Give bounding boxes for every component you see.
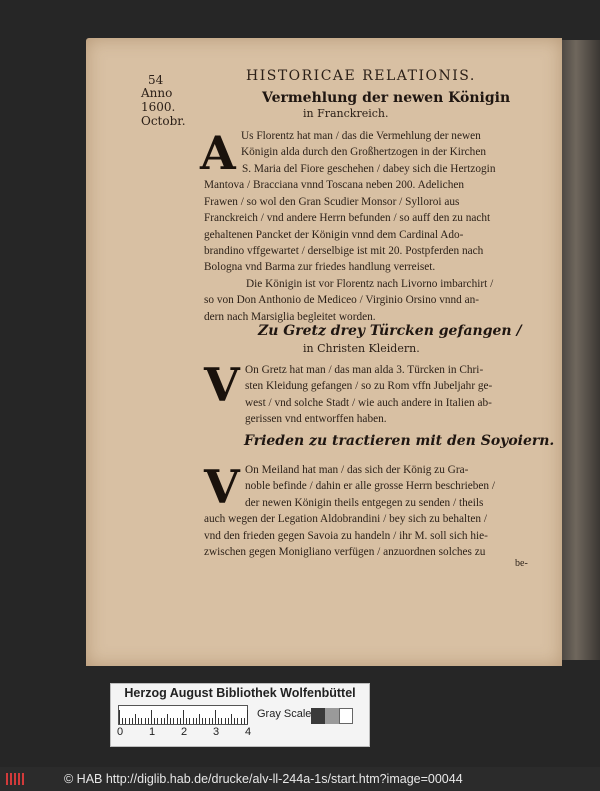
drop-cap: V: [204, 358, 240, 412]
ruler-tick: [209, 718, 210, 724]
ruler-tick: [170, 718, 171, 724]
ruler-tick: [157, 718, 158, 724]
margin-note-line: 1600.: [141, 100, 176, 114]
text-line: On Meiland hat man / das sich der König zu Gra-: [245, 464, 469, 476]
ruler-tick: [234, 718, 235, 724]
gray-swatch-mid: [325, 708, 339, 724]
ruler-tick: [164, 718, 165, 724]
ruler-tick: [161, 718, 162, 724]
ruler-tick: [122, 718, 123, 724]
ruler-tick: [138, 718, 139, 724]
ruler-label: 1: [149, 726, 156, 738]
text-line: vnd den frieden gegen Savoia zu handeln / ihr M. soll sich hie-: [204, 529, 488, 542]
footer-copyright-link[interactable]: © HAB http://diglib.hab.de/drucke/alv-ll-244a-1s/start.htm?image=00044: [64, 772, 463, 786]
section-heading: Vermehlung der newen Königin: [262, 90, 511, 106]
card-title: Herzog August Bibliothek Wolfenbüttel: [124, 686, 356, 700]
text-line: dern nach Marsiglia begleitet worden.: [204, 310, 376, 323]
ruler-tick: [237, 718, 238, 724]
text-line: Frawen / so wol den Gran Scudier Monsor / Sylloroi aus: [204, 195, 460, 208]
ruler-tick: [193, 718, 194, 724]
ruler-tick: [189, 718, 190, 724]
ruler-tick: [221, 718, 222, 724]
text-line: On Gretz hat man / das man alda 3. Türcken in Chri-: [245, 364, 484, 376]
page-number: 54: [148, 73, 164, 87]
text-line: S. Maria del Fiore geschehen / dabey sich die Hertzogin: [242, 163, 496, 175]
ruler-tick: [177, 718, 178, 724]
text-line: Die Königin ist vor Florentz nach Livorno imbarchirt /: [246, 277, 494, 290]
ruler-tick: [244, 718, 245, 724]
ruler: [118, 705, 248, 725]
section-subheading: in Franckreich.: [303, 107, 389, 120]
paragraph: [245, 362, 531, 428]
text-line: Bologna vnd Barma zur friedes handlung verreiset.: [204, 261, 436, 274]
ruler-tick: [132, 718, 133, 724]
margin-note-line: Anno: [141, 86, 173, 100]
ruler-tick: [129, 718, 130, 724]
text-line: west / vnd solche Stadt / wie auch andere in Italien ab-: [245, 396, 492, 409]
text-line: gerissen vnd entworffen haben.: [245, 413, 387, 426]
ruler-tick: [196, 718, 197, 724]
book-edge: [560, 40, 600, 660]
ruler-label: 2: [181, 726, 188, 738]
paragraph: [241, 128, 531, 161]
ruler-tick: [212, 718, 213, 724]
text-line: Königin alda durch den Großhertzogen in der Kirchen: [241, 146, 486, 159]
ruler-tick: [151, 710, 152, 724]
text-line: Mantova / Bracciana vnnd Toscana neben 200. Adelichen: [204, 179, 464, 192]
ruler-tick: [186, 718, 187, 724]
ruler-tick: [183, 710, 184, 724]
ruler-label: 3: [213, 726, 220, 738]
text-line: Us Florentz hat man / das die Vermehlung der newen: [241, 130, 481, 142]
ruler-tick: [215, 710, 216, 724]
ruler-label: 0: [117, 726, 124, 738]
catchword: be-: [515, 558, 528, 569]
gray-swatch-dark: [311, 708, 325, 724]
ruler-tick: [247, 710, 248, 724]
ruler-tick: [145, 718, 146, 724]
ruler-tick: [125, 718, 126, 724]
section-heading: Frieden zu tractieren mit den Soyoiern.: [244, 433, 555, 449]
ruler-tick: [167, 714, 168, 724]
ruler-tick: [154, 718, 155, 724]
ruler-tick: [205, 718, 206, 724]
drop-cap: V: [204, 460, 240, 514]
ruler-tick: [173, 718, 174, 724]
section-subheading: in Christen Kleidern.: [303, 342, 420, 355]
gray-swatch-white: [339, 708, 353, 724]
ruler-tick: [241, 718, 242, 724]
ruler-tick: [135, 714, 136, 724]
ruler-tick: [148, 718, 149, 724]
hab-logo-icon: [6, 773, 26, 785]
ruler-tick: [225, 718, 226, 724]
text-line: der newen Königin theils entgegen zu senden / theils: [245, 497, 484, 509]
footer-bar: [0, 767, 600, 791]
text-line: gehaltenen Pancket der Königin vnnd dem Cardinal Ado-: [204, 228, 464, 241]
color-calibration-card: [110, 683, 370, 747]
text-line: auch wegen der Legation Aldobrandini / bey sich zu behalten /: [204, 513, 487, 526]
text-line: Franckreich / vnd andere Herrn befunden / so auff den zu nacht: [204, 212, 491, 225]
text-line: zwischen gegen Monigliano verfügen / anzuordnen solches zu: [204, 546, 486, 559]
paragraph: [204, 161, 531, 325]
running-title: HISTORICAE RELATIONIS.: [246, 68, 476, 84]
ruler-tick: [199, 714, 200, 724]
ruler-label: 4: [245, 726, 252, 738]
ruler-tick: [141, 718, 142, 724]
margin-note: [141, 86, 186, 128]
ruler-tick: [231, 714, 232, 724]
ruler-tick: [202, 718, 203, 724]
text-line: brandino vffgewartet / derselbige ist mit 20. Postpferden nach: [204, 245, 484, 258]
text-line: noble befinde / dahin er alle grosse Herrn beschrieben /: [245, 480, 496, 493]
text-line: so von Don Anthonio de Mediceo / Virginio Orsino vnnd an-: [204, 294, 480, 307]
gray-scale-label: Gray Scale: [257, 708, 312, 720]
drop-cap: A: [200, 126, 236, 180]
paragraph: [204, 495, 531, 561]
text-line: sten Kleidung gefangen / so zu Rom vffn Jubeljahr ge-: [245, 380, 493, 393]
ruler-tick: [119, 710, 120, 724]
ruler-tick: [228, 718, 229, 724]
paragraph: [245, 462, 531, 495]
ruler-tick: [180, 718, 181, 724]
section-heading: Zu Gretz drey Türcken gefangen /: [258, 323, 522, 339]
margin-note-line: Octobr.: [141, 114, 186, 128]
ruler-tick: [218, 718, 219, 724]
